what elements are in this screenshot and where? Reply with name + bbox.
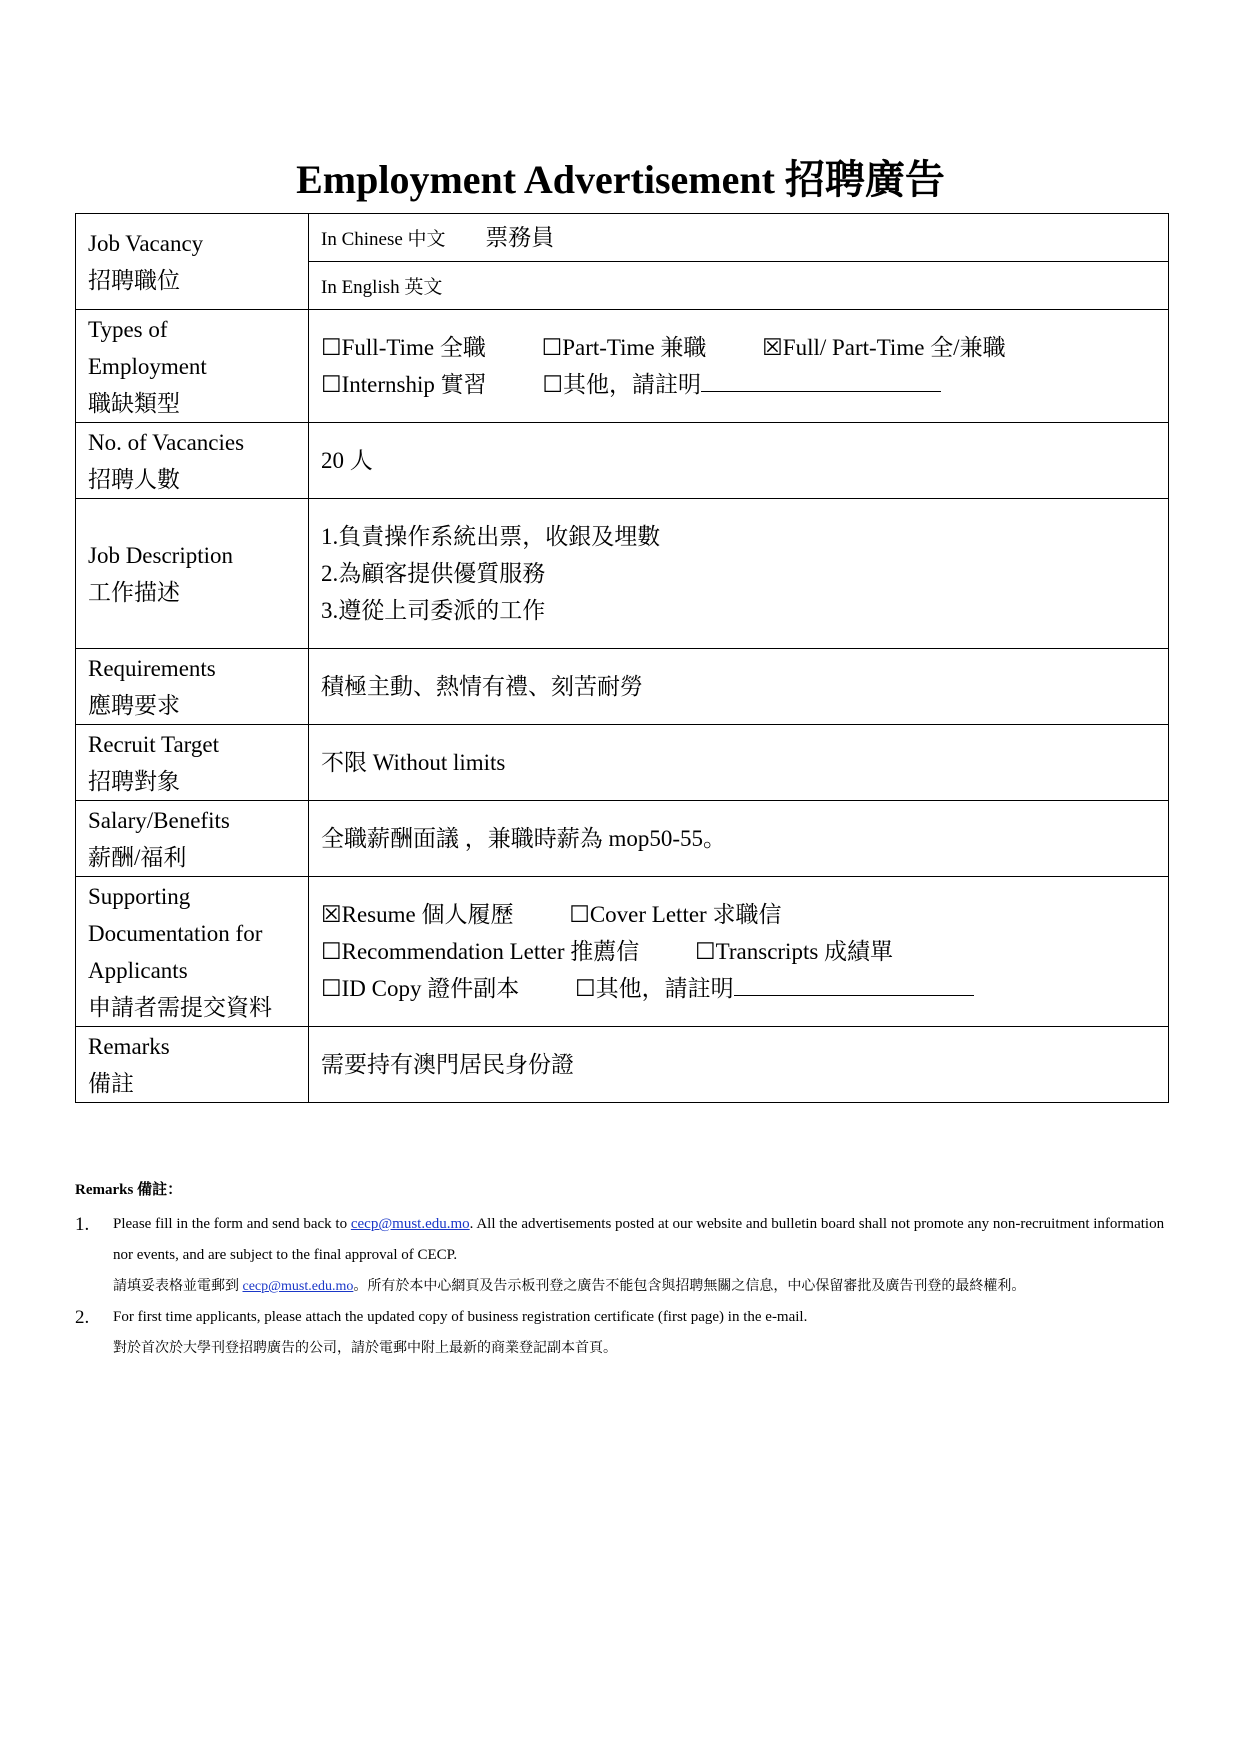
remarks-value: 需要持有澳門居民身份證 <box>309 1027 1169 1103</box>
salary-value: 全職薪酬面議 ，兼職時薪為 mop50-55。 <box>309 801 1169 877</box>
recruit-target-value: 不限 Without limits <box>309 725 1169 801</box>
footer-remark-item: 2. For first time applicants, please attach the updated copy of business registration certificate (first page) in the e-mail. 對於首次於大學刊登招聘廣告的公司，請於電郵中附上最新的商業登記副本首頁。 <box>75 1307 808 1356</box>
footer-remark-item: 1. Please fill in the form and send back to cecp@must.edu.mo. All the advertisements posted at our website and bulletin board shall not promote any non-recruitment information nor events, and are subject to the final approval of CECP. 請填妥表格並電郵到 cecp@must.edu.mo。所有於本中心網頁及告示板刊登之廣告不能包含與招聘無關之信息，中心保留審批及廣告刊登的最終權利。 <box>75 1214 1165 1294</box>
checkbox-other-document[interactable]: ☐其他，請註明 <box>575 976 974 1001</box>
checkbox-full-time[interactable]: ☐Full-Time 全職 <box>321 335 486 360</box>
vacancies-value: 20 人 <box>309 423 1169 499</box>
salary-label: Salary/Benefits 薪酬/福利 <box>76 801 309 877</box>
checkbox-full-part-time[interactable]: ☒Full/ Part-Time 全/兼職 <box>762 335 1006 360</box>
vacancies-label: No. of Vacancies 招聘人數 <box>76 423 309 499</box>
job-description-item: 3.遵從上司委派的工作 <box>321 598 546 623</box>
checkbox-part-time[interactable]: ☐Part-Time 兼職 <box>541 335 707 360</box>
checkbox-transcripts[interactable]: ☐Transcripts 成績單 <box>695 939 894 964</box>
requirements-value: 積極主動、熱情有禮、刻苦耐勞 <box>309 649 1169 725</box>
page-title: Employment Advertisement 招聘廣告 <box>296 157 945 202</box>
documents-label: Supporting Documentation for Applicants 申請者需提交資料 <box>76 877 309 1027</box>
requirements-label: Requirements 應聘要求 <box>76 649 309 725</box>
checkbox-other-employment[interactable]: ☐其他，請註明 <box>542 372 941 397</box>
remarks-label: Remarks 備註 <box>76 1027 309 1103</box>
checkbox-id-copy[interactable]: ☐ID Copy 證件副本 <box>321 976 520 1001</box>
email-link[interactable]: cecp@must.edu.mo <box>350 1216 470 1232</box>
documents-options <box>309 877 1169 1027</box>
job-vacancy-label: Job Vacancy 招聘職位 <box>76 214 309 310</box>
job-vacancy-chinese-field[interactable]: In Chinese 中文 票務員 <box>309 214 1169 262</box>
footer-remarks-heading: Remarks 備註： <box>75 1182 183 1198</box>
job-description-label: Job Description 工作描述 <box>76 499 309 649</box>
footer-remarks <box>75 1178 1175 1364</box>
checkbox-internship[interactable]: ☐Internship 實習 <box>321 372 487 397</box>
employment-type-options <box>309 310 1169 423</box>
job-description-item: 1.負責操作系統出票，收銀及埋數 <box>321 524 661 549</box>
job-description-item: 2.為顧客提供優質服務 <box>321 561 546 586</box>
email-link-zh[interactable]: cecp@must.edu.mo <box>242 1279 354 1294</box>
other-employment-blank[interactable] <box>701 369 941 392</box>
advertisement-form <box>75 213 1169 1103</box>
checkbox-resume[interactable]: ☒Resume 個人履歷 <box>321 902 514 927</box>
job-vacancy-chinese-value: 票務員 <box>485 225 555 250</box>
recruit-target-label: Recruit Target 招聘對象 <box>76 725 309 801</box>
checkbox-recommendation-letter[interactable]: ☐Recommendation Letter 推薦信 <box>321 939 640 964</box>
checkbox-cover-letter[interactable]: ☐Cover Letter 求職信 <box>569 902 782 927</box>
employment-type-label: Types of Employment 職缺類型 <box>76 310 309 423</box>
job-vacancy-english-field[interactable]: In English 英文 <box>309 262 1169 310</box>
other-document-blank[interactable] <box>734 973 974 996</box>
job-description-list <box>309 499 1169 649</box>
